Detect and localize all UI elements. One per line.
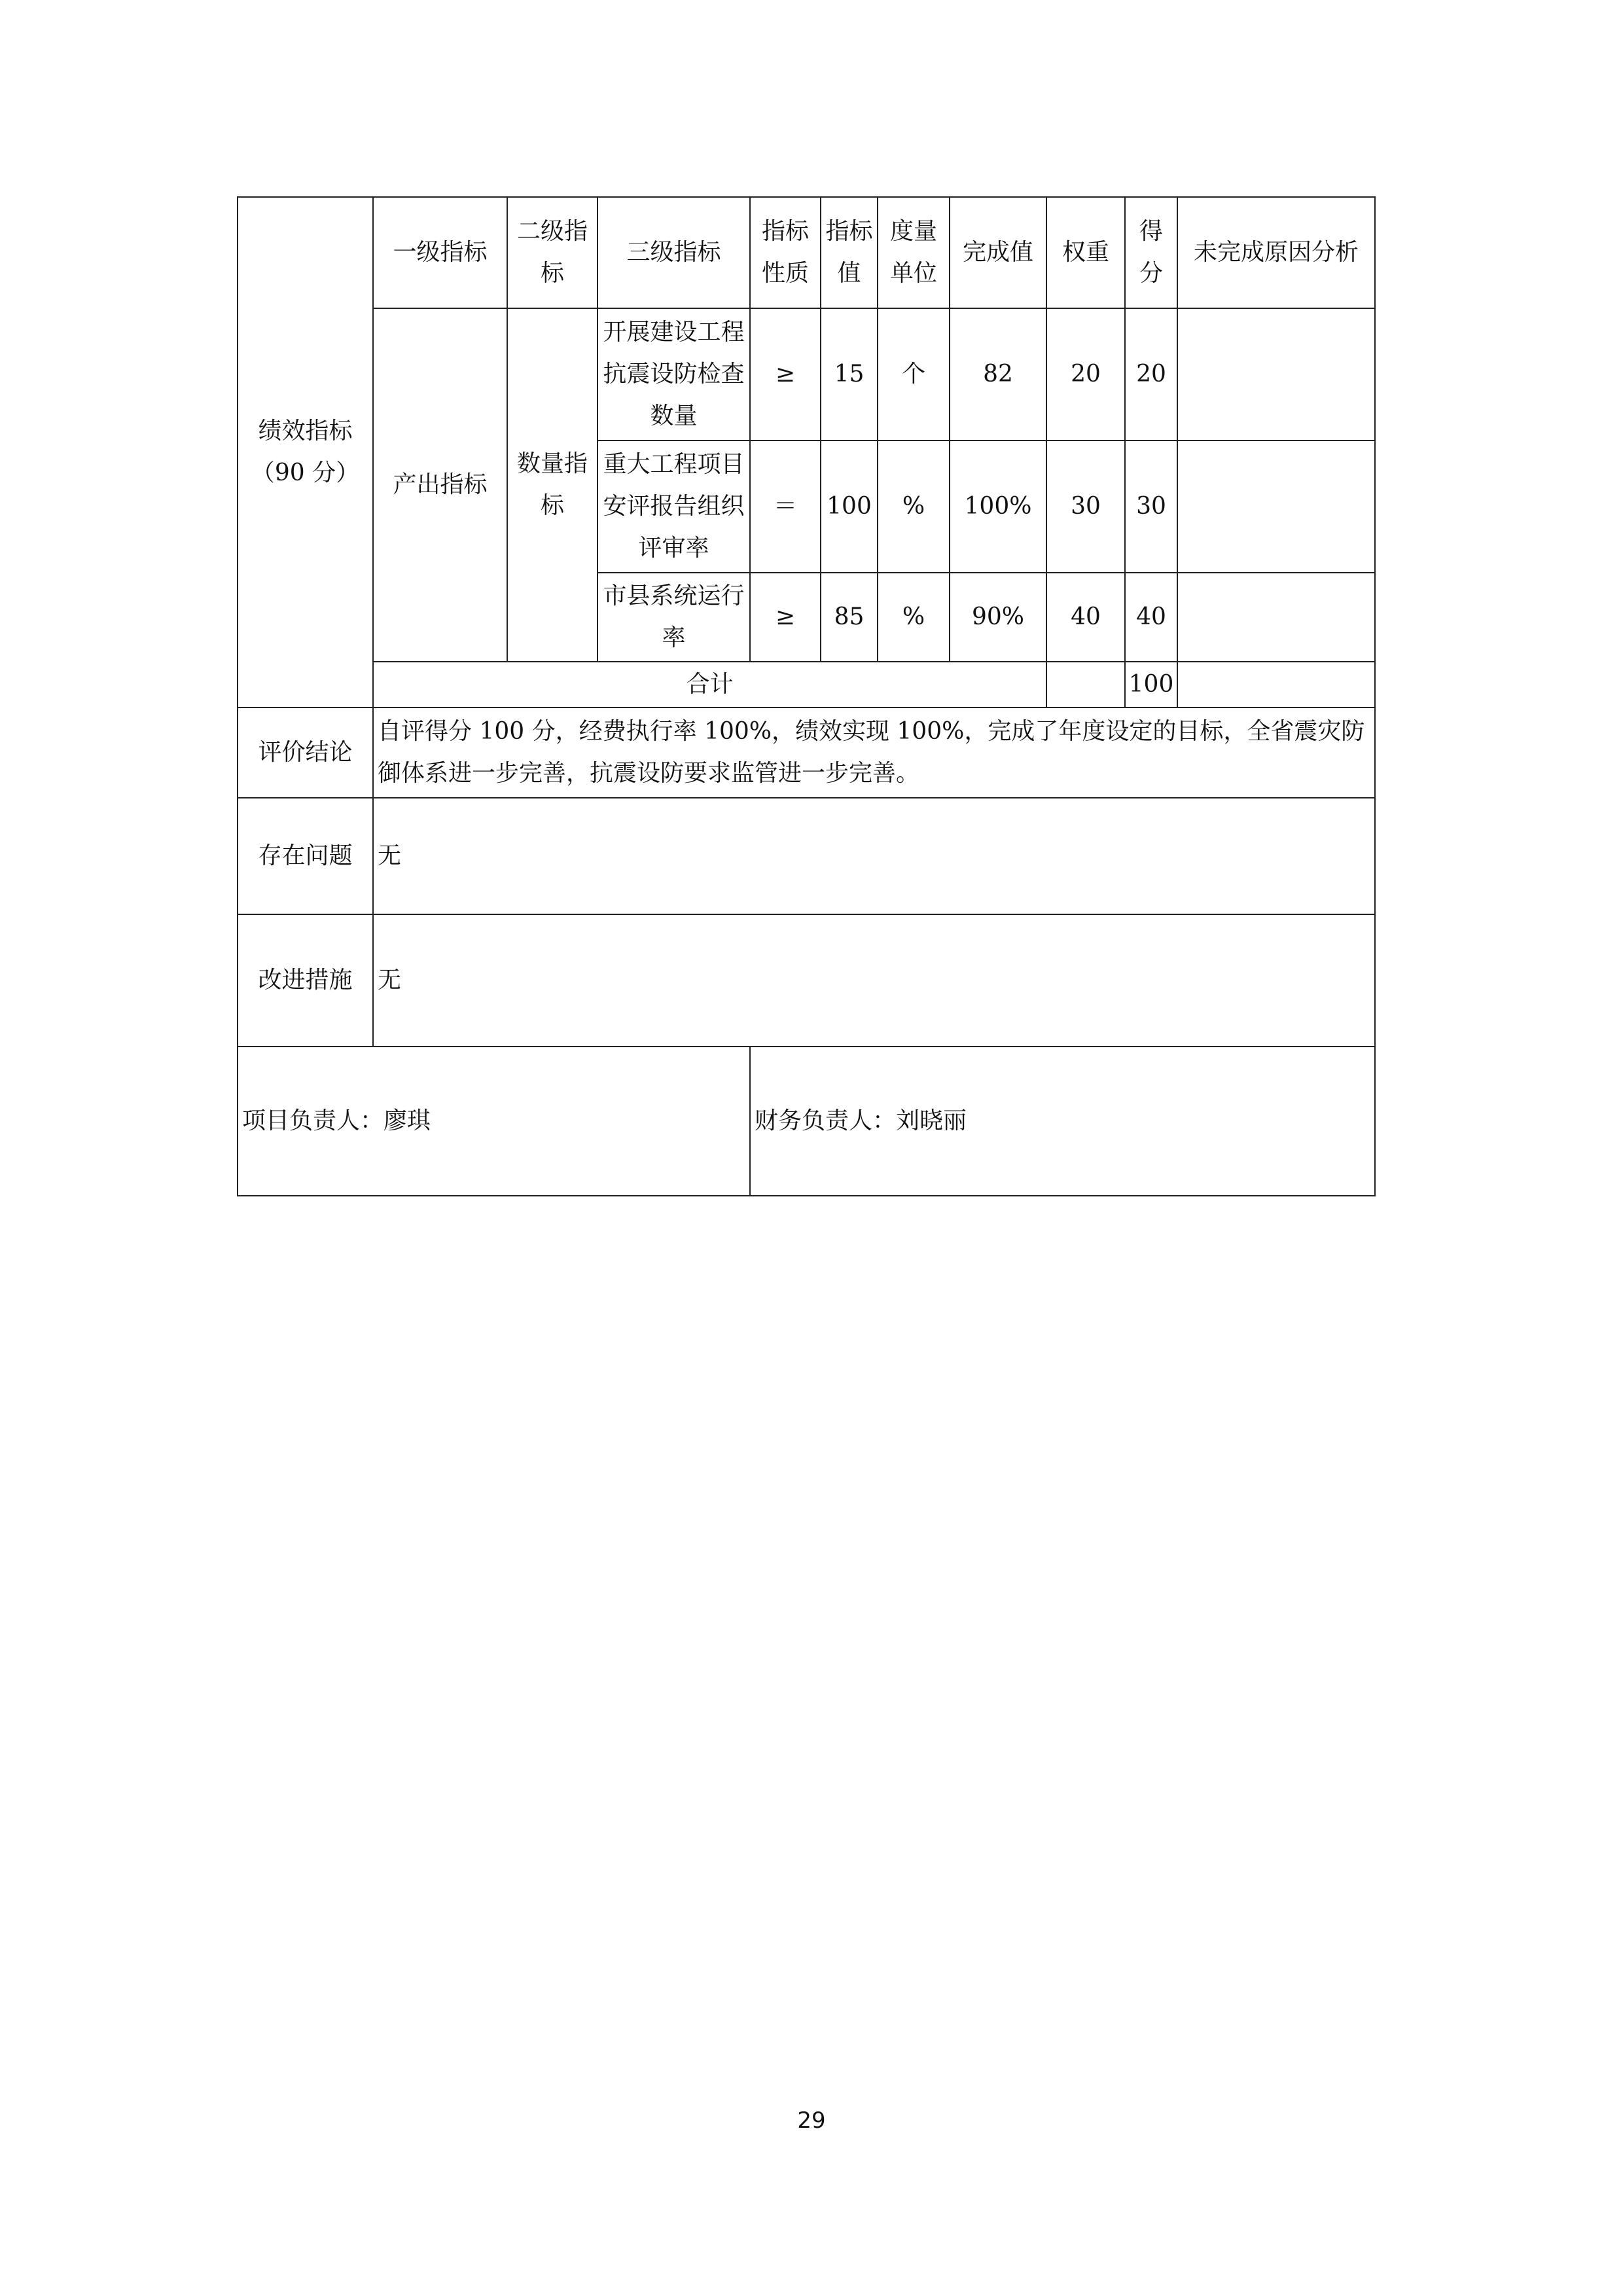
finance-lead: 财务负责人：刘晓丽	[750, 1047, 1375, 1196]
value-cell: 85	[821, 573, 878, 662]
reason-cell	[1177, 308, 1375, 440]
conclusion-row	[238, 708, 1375, 798]
header-level3: 三级指标	[597, 197, 750, 308]
project-lead: 项目负责人：廖琪	[238, 1047, 750, 1196]
total-label: 合计	[373, 662, 1046, 708]
total-reason	[1177, 662, 1375, 708]
header-value: 指标值	[821, 197, 878, 308]
header-level1: 一级指标	[373, 197, 507, 308]
header-row	[238, 197, 1375, 308]
level3-cell: 市县系统运行率	[597, 573, 750, 662]
performance-table	[237, 196, 1376, 1196]
level1-cell: 产出指标	[373, 308, 507, 662]
header-score: 得分	[1125, 197, 1177, 308]
unit-cell: 个	[878, 308, 950, 440]
problems-label: 存在问题	[238, 798, 373, 914]
level3-cell: 开展建设工程抗震设防检查数量	[597, 308, 750, 440]
conclusion-text: 自评得分 100 分，经费执行率 100%，绩效实现 100%，完成了年度设定的目标，全省震灾防御体系进一步完善，抗震设防要求监管进一步完善。	[373, 708, 1375, 798]
conclusion-label: 评价结论	[238, 708, 373, 798]
unit-cell: %	[878, 440, 950, 573]
weight-cell: 20	[1046, 308, 1125, 440]
signature-row	[238, 1047, 1375, 1196]
total-score: 100	[1125, 662, 1177, 708]
header-unit: 度量单位	[878, 197, 950, 308]
weight-cell: 30	[1046, 440, 1125, 573]
section-score: （90 分）	[251, 459, 360, 486]
header-level2: 二级指标	[507, 197, 597, 308]
reason-cell	[1177, 440, 1375, 573]
nature-cell: ＝	[750, 440, 821, 573]
header-reason: 未完成原因分析	[1177, 197, 1375, 308]
section-label: 绩效指标	[258, 418, 353, 444]
score-cell: 20	[1125, 308, 1177, 440]
total-row	[238, 662, 1375, 708]
completed-cell: 82	[950, 308, 1046, 440]
header-weight: 权重	[1046, 197, 1125, 308]
score-cell: 30	[1125, 440, 1177, 573]
measures-row	[238, 914, 1375, 1047]
level2-cell: 数量指标	[507, 308, 597, 662]
measures-label: 改进措施	[238, 914, 373, 1047]
problems-text: 无	[373, 798, 1375, 914]
value-cell: 100	[821, 440, 878, 573]
header-nature: 指标性质	[750, 197, 821, 308]
problems-row	[238, 798, 1375, 914]
section-label-cell	[238, 197, 373, 708]
nature-cell: ≥	[750, 308, 821, 440]
page-number: 29	[797, 2108, 826, 2134]
measures-text: 无	[373, 914, 1375, 1047]
unit-cell: %	[878, 573, 950, 662]
table-row	[238, 308, 1375, 440]
weight-cell: 40	[1046, 573, 1125, 662]
completed-cell: 90%	[950, 573, 1046, 662]
nature-cell: ≥	[750, 573, 821, 662]
completed-cell: 100%	[950, 440, 1046, 573]
level3-cell: 重大工程项目安评报告组织评审率	[597, 440, 750, 573]
header-completed: 完成值	[950, 197, 1046, 308]
reason-cell	[1177, 573, 1375, 662]
value-cell: 15	[821, 308, 878, 440]
total-weight	[1046, 662, 1125, 708]
score-cell: 40	[1125, 573, 1177, 662]
